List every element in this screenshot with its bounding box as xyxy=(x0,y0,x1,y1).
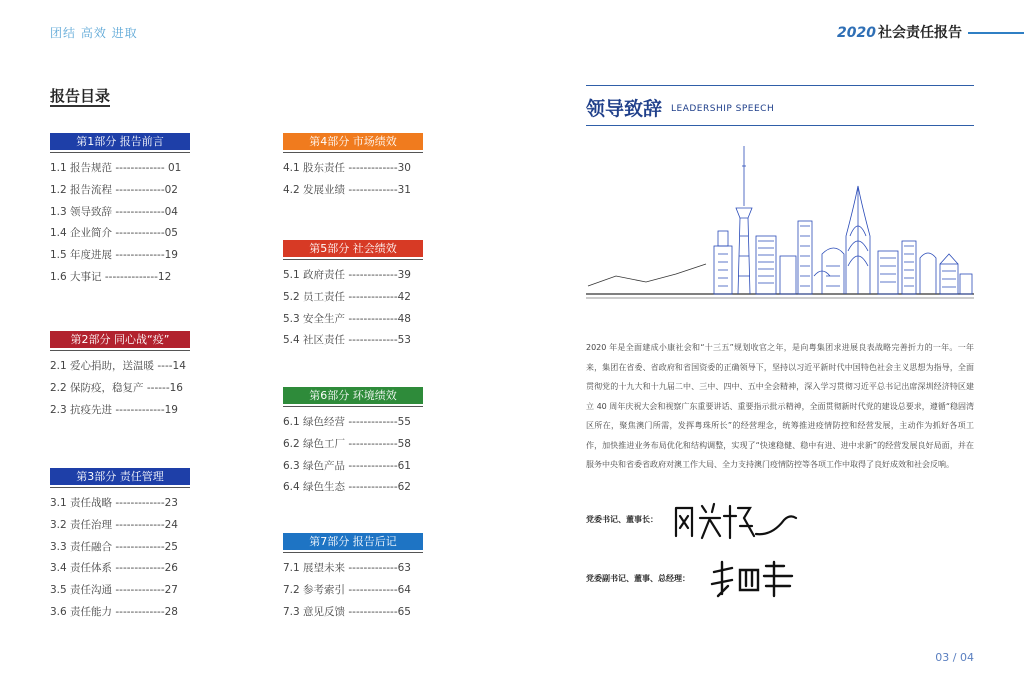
leadership-top-rule xyxy=(586,85,974,86)
toc-item[interactable]: 2.2 保防疫，稳复产 ------16 xyxy=(50,381,183,394)
toc-item[interactable]: 3.5 责任沟通 -------------27 xyxy=(50,584,178,597)
toc-section-4 xyxy=(283,133,423,202)
toc-item[interactable]: 3.1 责任战略 -------------23 xyxy=(50,497,178,509)
toc-section-6 xyxy=(283,387,423,499)
toc-section-header[interactable]: 第6部分 环境绩效 xyxy=(283,387,423,404)
toc-item[interactable]: 4.1 股东责任 -------------30 xyxy=(283,162,411,174)
toc-item[interactable]: 5.1 政府责任 -------------39 xyxy=(283,269,411,281)
toc-item[interactable]: 6.2 绿色工厂 -------------58 xyxy=(283,437,411,450)
report-title xyxy=(837,22,962,42)
toc-item[interactable]: 2.1 爱心捐助，送温暖 ----14 xyxy=(50,360,186,372)
toc-section-7 xyxy=(283,533,423,623)
toc-section-header[interactable]: 第2部分 同心战“疫” xyxy=(50,331,190,348)
toc-section-header[interactable]: 第5部分 社会绩效 xyxy=(283,240,423,257)
toc-item[interactable]: 6.4 绿色生态 -------------62 xyxy=(283,481,411,494)
city-skyline-illustration xyxy=(586,146,974,302)
toc-section-header[interactable]: 第4部分 市场绩效 xyxy=(283,133,423,150)
toc-section-header[interactable]: 第3部分 责任管理 xyxy=(50,468,190,485)
toc-section-5 xyxy=(283,240,423,352)
header-slogan: 团结 高效 进取 xyxy=(50,26,138,40)
toc-section-header[interactable]: 第1部分 报告前言 xyxy=(50,133,190,150)
toc-item[interactable]: 1.6 大事记 --------------12 xyxy=(50,270,172,283)
toc-section-3 xyxy=(50,468,190,624)
toc-item[interactable]: 3.6 责任能力 -------------28 xyxy=(50,605,178,618)
toc-item[interactable]: 3.2 责任治理 -------------24 xyxy=(50,518,178,531)
toc-item[interactable]: 5.3 安全生产 -------------48 xyxy=(283,312,411,325)
toc-item[interactable]: 6.1 绿色经营 -------------55 xyxy=(283,416,411,428)
toc-section-header[interactable]: 第7部分 报告后记 xyxy=(283,533,423,550)
toc-item[interactable]: 1.2 报告流程 -------------02 xyxy=(50,183,178,196)
signature-role-1: 党委书记、董事长： xyxy=(586,515,658,524)
toc-item[interactable]: 5.2 员工责任 -------------42 xyxy=(283,290,411,303)
toc-item[interactable]: 3.4 责任体系 -------------26 xyxy=(50,562,178,575)
toc-item[interactable]: 6.3 绿色产品 -------------61 xyxy=(283,459,411,472)
leadership-title: 领导致辞 xyxy=(586,98,663,120)
toc-item[interactable]: 3.3 责任融合 -------------25 xyxy=(50,540,178,553)
toc-section-2 xyxy=(50,331,190,421)
signature-role-2: 党委副书记、董事、总经理： xyxy=(586,574,690,583)
toc-item[interactable]: 1.1 报告规范 ------------- 01 xyxy=(50,162,182,174)
report-year: 2020 xyxy=(837,25,876,41)
toc-item[interactable]: 5.4 社区责任 -------------53 xyxy=(283,334,411,347)
toc-item[interactable]: 1.3 领导致辞 -------------04 xyxy=(50,205,178,218)
page-number: 03 / 04 xyxy=(935,651,974,664)
toc-section-1 xyxy=(50,133,190,289)
signature-general-manager xyxy=(710,558,800,598)
leadership-speech-text: 2020 年是全面建成小康社会和“十三五”规划收官之年，是向粤集团求进展良表战略完善折力的一年。一年来，集团在省委、省政府和省国资委的正确领导下，坚持以习近平新时代中国特色社会主义思想为指导，全面贯彻党的十九大和十九届二中、三中、四中、五中全会精神，深入学习贯彻习近平总书记出席深圳经济特区建立 40 周年庆祝大会和视察广东重要讲话、重要指示批示精神，全面贯彻新时代党的建设总要求，遵循“稳固湾区所在，聚焦澳门所需，发挥粤珠所长”的经营理念，统筹推进疫情防控和经营发展，主动作为抓好各项工作，加快推进业务布局优化和结构调整，实现了“快速稳健、稳中有进、进中求新”的经营发展良好局面，并在服务中央和省委省政府对澳工作大局、全力支持澳门疫情防控等各项工作中取得了良好成效和社会反响。 xyxy=(586,343,974,469)
leadership-bottom-rule xyxy=(586,125,974,126)
leadership-subtitle: LEADERSHIP SPEECH xyxy=(671,104,775,114)
toc-item[interactable]: 7.1 展望未来 -------------63 xyxy=(283,562,411,574)
report-title-text: 社会责任报告 xyxy=(878,25,962,41)
toc-item[interactable]: 1.4 企业简介 -------------05 xyxy=(50,227,178,240)
toc-item[interactable]: 7.2 参考索引 -------------64 xyxy=(283,583,411,596)
signature-chairman xyxy=(672,498,802,542)
toc-heading: 报告目录 xyxy=(50,87,111,105)
toc-item[interactable]: 1.5 年度进展 -------------19 xyxy=(50,249,178,262)
toc-item[interactable]: 7.3 意见反馈 -------------65 xyxy=(283,605,411,618)
toc-item[interactable]: 2.3 抗疫先进 -------------19 xyxy=(50,403,178,416)
header-rule xyxy=(968,32,1024,34)
toc-item[interactable]: 4.2 发展业绩 -------------31 xyxy=(283,183,411,196)
toc-heading-underline xyxy=(50,105,110,107)
